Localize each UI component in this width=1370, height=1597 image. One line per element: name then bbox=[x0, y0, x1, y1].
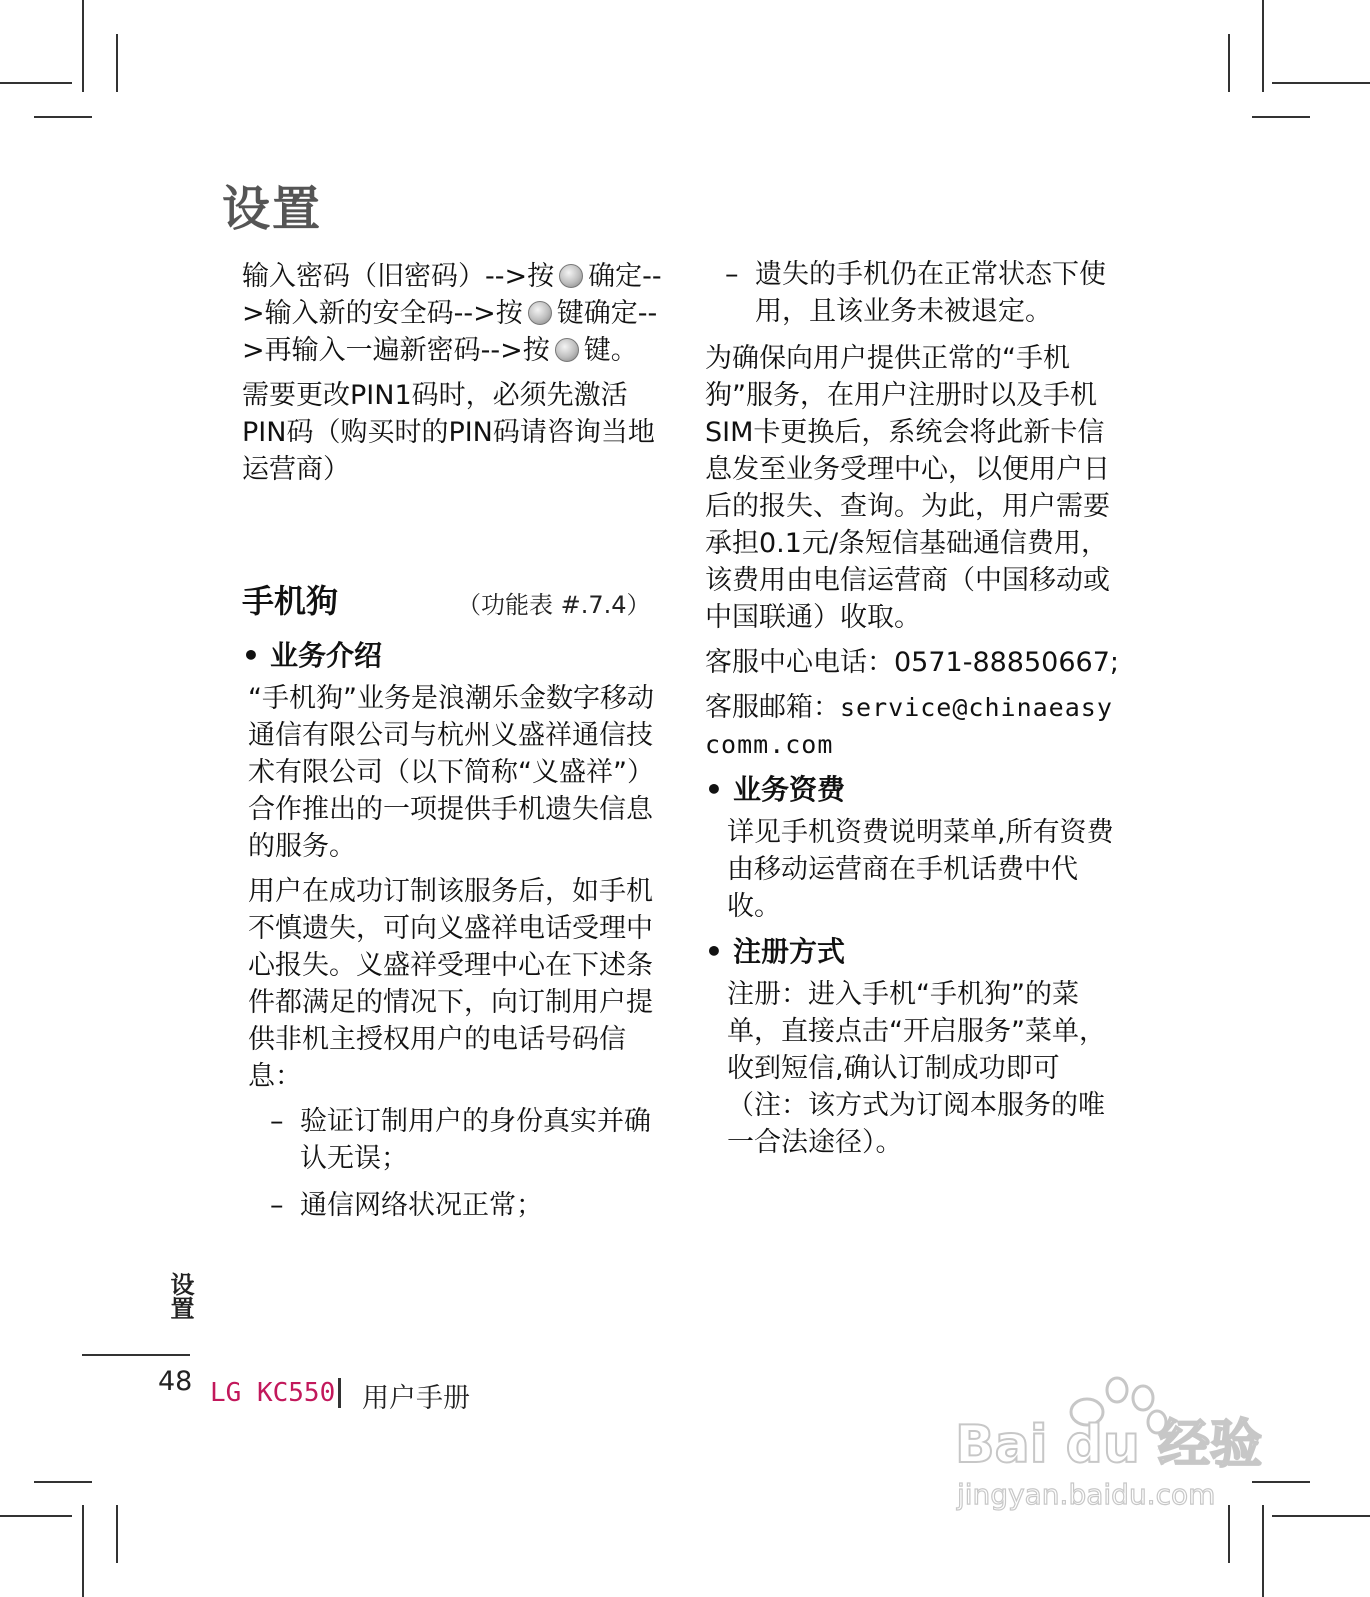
right-column bbox=[705, 256, 1120, 1169]
bullet-dot-icon: • bbox=[705, 773, 723, 806]
crop-mark bbox=[34, 1481, 92, 1483]
hotline: 客服中心电话：0571-88850667; bbox=[705, 647, 1119, 678]
svg-text:Bai du 经验: Bai du 经验 bbox=[955, 1415, 1262, 1475]
crop-mark bbox=[1272, 82, 1370, 84]
crop-mark bbox=[34, 116, 92, 118]
register-detail: 注册：进入手机“手机狗”的菜单，直接点击“开启服务”菜单，收到短信,确认订制成功即可（注：该方式为订阅本服务的唯一合法途径）。 bbox=[727, 979, 1106, 1158]
footer-divider bbox=[82, 1354, 190, 1356]
crop-mark bbox=[0, 82, 72, 84]
section-heading bbox=[242, 583, 672, 629]
crop-mark bbox=[116, 1505, 118, 1563]
svg-text:jingyan.baidu.com: jingyan.baidu.com bbox=[957, 1478, 1216, 1511]
footer-separator bbox=[338, 1378, 341, 1408]
fee-paragraph: 为确保向用户提供正常的“手机狗”服务，在用户注册时以及手机SIM卡更换后，系统会将此新卡信息发至业务受理中心，以便用户日后的报失、查询。为此，用户需要承担0.1元/条短信基础通信费用，该费用由电信运营商（中国移动或中国联通）收取。 bbox=[705, 343, 1110, 633]
left-column bbox=[242, 258, 672, 1234]
crop-mark bbox=[1252, 116, 1310, 118]
page-title: 设置 bbox=[222, 181, 323, 237]
list-item: – 通信网络状况正常； bbox=[270, 1190, 543, 1221]
bullet-heading-intro: • 业务介绍 bbox=[242, 639, 383, 672]
footer-manual-title: 用户手册 bbox=[362, 1383, 470, 1414]
round-key-icon bbox=[559, 264, 583, 288]
round-key-icon bbox=[555, 338, 579, 362]
service-paragraph: 用户在成功订制该服务后，如手机不慎遗失，可向义盛祥电话受理中心报失。义盛祥受理中心在下述条件都满足的情况下，向订制用户提供非机主授权用户的电话号码信息： bbox=[248, 876, 653, 1092]
password-instruction: 输入密码（旧密码）-->按 确定-->输入新的安全码-->按 键确定-->再输入一遍新密码-->按 键。 bbox=[242, 261, 662, 366]
side-section-label: 设置 bbox=[166, 1272, 194, 1320]
crop-mark bbox=[116, 34, 118, 92]
footer-brand: LG KC550 bbox=[210, 1378, 336, 1408]
service-email: 客服邮箱：service@chinaeasycomm.com bbox=[705, 692, 1113, 759]
menu-reference: （功能表 #.7.4） bbox=[457, 591, 651, 619]
list-item: – 遗失的手机仍在正常状态下使用，且该业务未被退定。 bbox=[725, 259, 1106, 327]
intro-paragraph: “手机狗”业务是浪潮乐金数字移动通信有限公司与杭州义盛祥通信技术有限公司（以下简称“义盛祥”）合作推出的一项提供手机遗失信息的服务。 bbox=[248, 683, 654, 862]
crop-mark bbox=[0, 1515, 72, 1517]
crop-mark bbox=[1228, 34, 1230, 92]
bullet-dot-icon: • bbox=[705, 935, 723, 968]
crop-mark bbox=[82, 1505, 84, 1597]
page-number: 48 bbox=[158, 1366, 193, 1397]
bullet-dot-icon: • bbox=[242, 639, 260, 672]
crop-mark bbox=[1272, 1515, 1370, 1517]
email-address: service@chinaeasycomm.com bbox=[705, 693, 1113, 759]
bullet-heading-register: • 注册方式 bbox=[705, 935, 846, 968]
pin-note: 需要更改PIN1码时，必须先激活PIN码（购买时的PIN码请咨询当地运营商） bbox=[242, 380, 655, 485]
fee-detail: 详见手机资费说明菜单,所有资费由移动运营商在手机话费中代收。 bbox=[727, 817, 1114, 922]
crop-mark bbox=[82, 0, 84, 92]
round-key-icon bbox=[528, 301, 552, 325]
bullet-heading-fee: • 业务资费 bbox=[705, 773, 846, 806]
baidu-watermark-logo bbox=[955, 1372, 1275, 1522]
list-item: – 验证订制用户的身份真实并确认无误； bbox=[270, 1106, 651, 1174]
crop-mark bbox=[1262, 0, 1264, 92]
section-title: 手机狗 bbox=[242, 582, 339, 620]
